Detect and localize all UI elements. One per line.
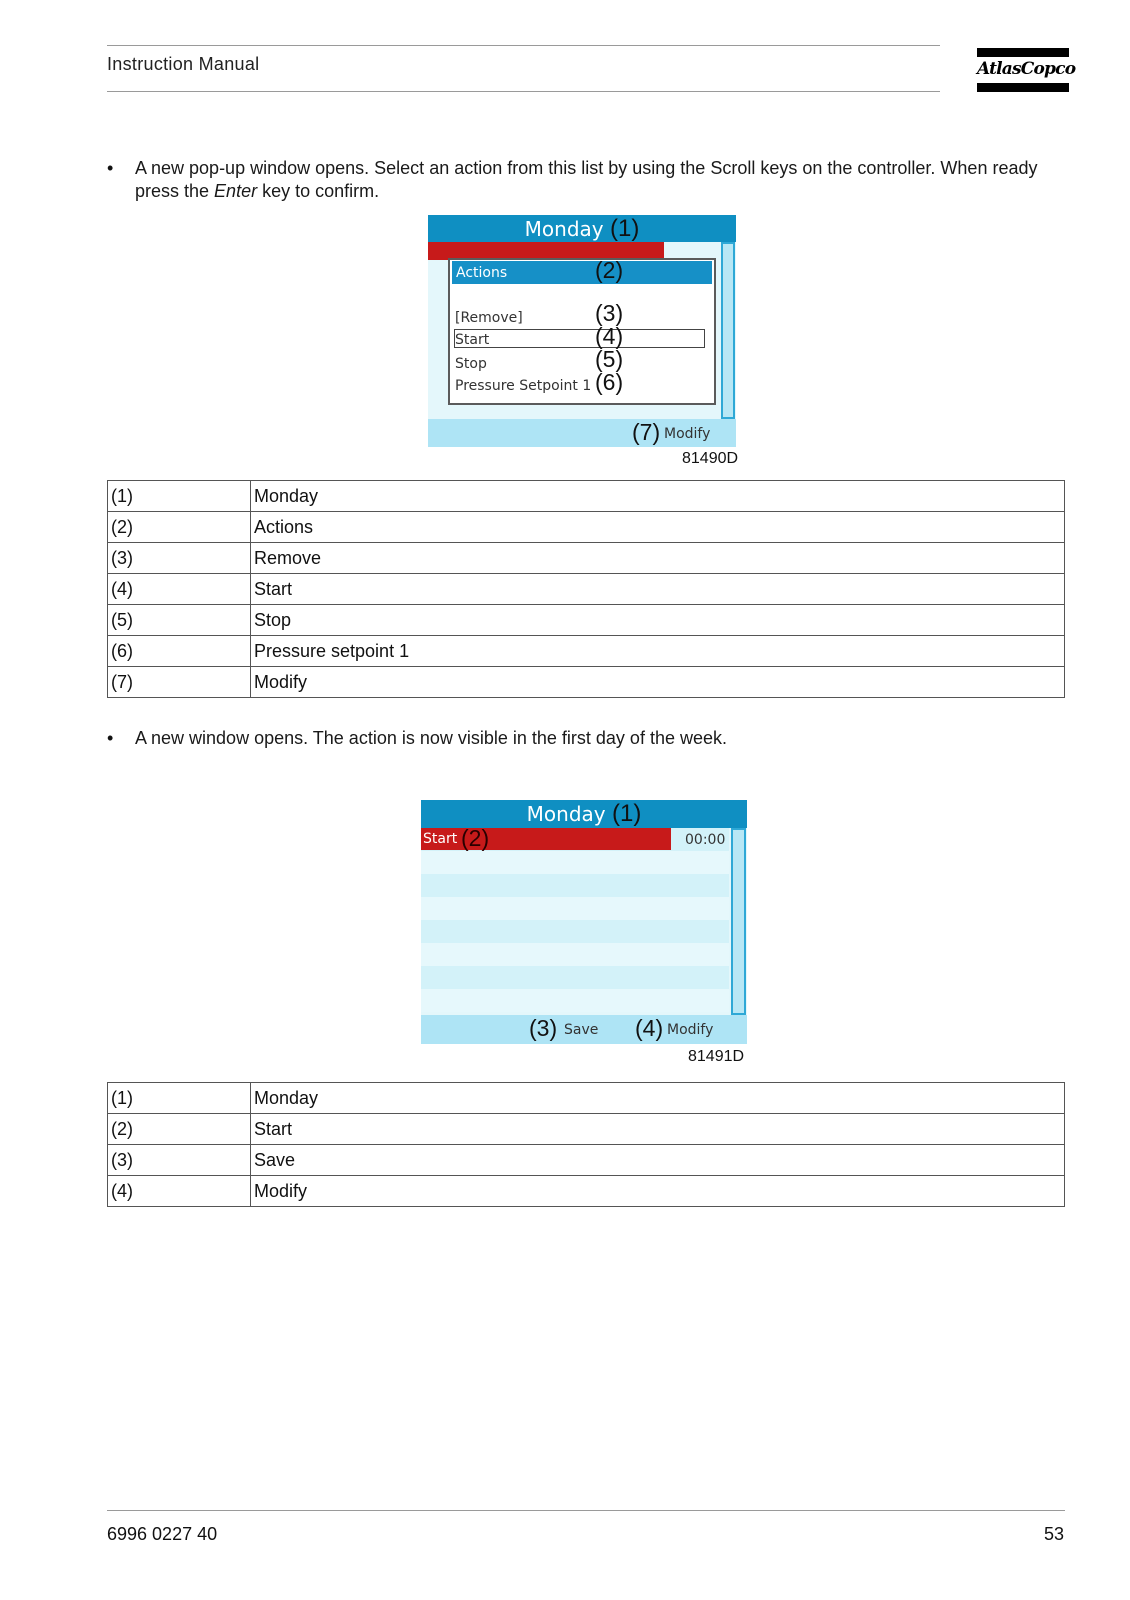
option-pressure-setpoint[interactable]: Pressure Setpoint 1 [455, 378, 592, 394]
callout-cell: (1) [108, 481, 251, 512]
callout-cell: (4) [108, 1176, 251, 1207]
callout-cell: (2) [108, 1114, 251, 1145]
callout-7: (7) [632, 419, 661, 445]
table-row [108, 481, 1065, 512]
description-cell: Stop [251, 605, 1065, 636]
bullet-marker: • [107, 158, 114, 178]
callout-4: (4) [595, 323, 624, 349]
callout-6: (6) [595, 369, 624, 395]
bullet-text-1: A new pop-up window opens. Select an action from this list by using the Scroll keys on the controller. When ready press the Enter key to confirm. [135, 158, 1038, 201]
controller-screen-day [421, 800, 747, 1044]
figure-id-1: 81490D [682, 450, 739, 467]
footer-rule [107, 1510, 1065, 1511]
description-cell: Start [251, 574, 1065, 605]
table-row [108, 605, 1065, 636]
description-cell: Pressure setpoint 1 [251, 636, 1065, 667]
modify-label[interactable]: Modify [667, 1022, 714, 1038]
description-cell: Actions [251, 512, 1065, 543]
table-row [108, 543, 1065, 574]
list-row [421, 966, 729, 989]
callout-3: (3) [529, 1015, 558, 1041]
callout-cell: (5) [108, 605, 251, 636]
bullet-marker: • [107, 728, 114, 748]
header-top-rule [107, 45, 940, 46]
description-cell: Modify [251, 667, 1065, 698]
start-row-bar[interactable]: Start (2) [421, 828, 671, 850]
callout-4: (4) [635, 1015, 664, 1041]
save-label[interactable]: Save [564, 1022, 599, 1038]
list-row [421, 943, 729, 966]
legend-table-1 [107, 480, 1065, 698]
callout-5: (5) [595, 346, 624, 372]
callout-2: (2) [461, 825, 490, 851]
controller-screen-actions [428, 215, 736, 447]
actions-popup [448, 258, 716, 405]
callout-cell: (2) [108, 512, 251, 543]
screen-title: Monday (1) [421, 800, 747, 828]
page-number: 53 [1044, 1524, 1065, 1544]
option-start[interactable]: Start [455, 332, 490, 348]
screen-title: Monday (1) [428, 215, 736, 242]
table-row [108, 1114, 1065, 1145]
popup-header: Actions [452, 261, 712, 284]
option-selection-box [454, 329, 705, 348]
callout-cell: (3) [108, 543, 251, 574]
callout-3: (3) [595, 300, 624, 326]
scrollbar[interactable] [731, 828, 746, 1015]
option-remove[interactable]: [Remove] [455, 310, 523, 326]
legend-table-2 [107, 1082, 1065, 1207]
atlas-copco-logo: AtlasCopco [977, 48, 1069, 92]
description-cell: Save [251, 1145, 1065, 1176]
table-row [108, 574, 1065, 605]
callout-cell: (6) [108, 636, 251, 667]
description-cell: Modify [251, 1176, 1065, 1207]
figure-id-2: 81491D [688, 1048, 745, 1065]
document-number: 6996 0227 40 [107, 1524, 218, 1544]
list-row [421, 897, 729, 920]
screen-footer-bar [421, 1015, 747, 1044]
option-stop[interactable]: Stop [455, 356, 487, 372]
screen-footer-bar [428, 419, 736, 447]
scrollbar[interactable] [721, 242, 735, 419]
description-cell: Monday [251, 481, 1065, 512]
list-row [421, 874, 729, 897]
list-row [421, 989, 729, 1012]
callout-cell: (1) [108, 1083, 251, 1114]
table-row [108, 636, 1065, 667]
description-cell: Remove [251, 543, 1065, 574]
list-row [421, 920, 729, 943]
start-time: 00:00 [685, 832, 726, 848]
header-bottom-rule [107, 91, 940, 92]
table-row [108, 1145, 1065, 1176]
list-row [421, 851, 729, 874]
callout-2: (2) [595, 257, 624, 283]
table-row [108, 1176, 1065, 1207]
modify-label[interactable]: Modify [664, 426, 711, 442]
bullet-text-2: A new window opens. The action is now visible in the first day of the week. [135, 728, 727, 748]
table-row [108, 667, 1065, 698]
table-row [108, 512, 1065, 543]
callout-cell: (7) [108, 667, 251, 698]
callout-cell: (3) [108, 1145, 251, 1176]
document-title: Instruction Manual [107, 54, 260, 74]
table-row [108, 1083, 1065, 1114]
callout-cell: (4) [108, 574, 251, 605]
description-cell: Monday [251, 1083, 1065, 1114]
description-cell: Start [251, 1114, 1065, 1145]
